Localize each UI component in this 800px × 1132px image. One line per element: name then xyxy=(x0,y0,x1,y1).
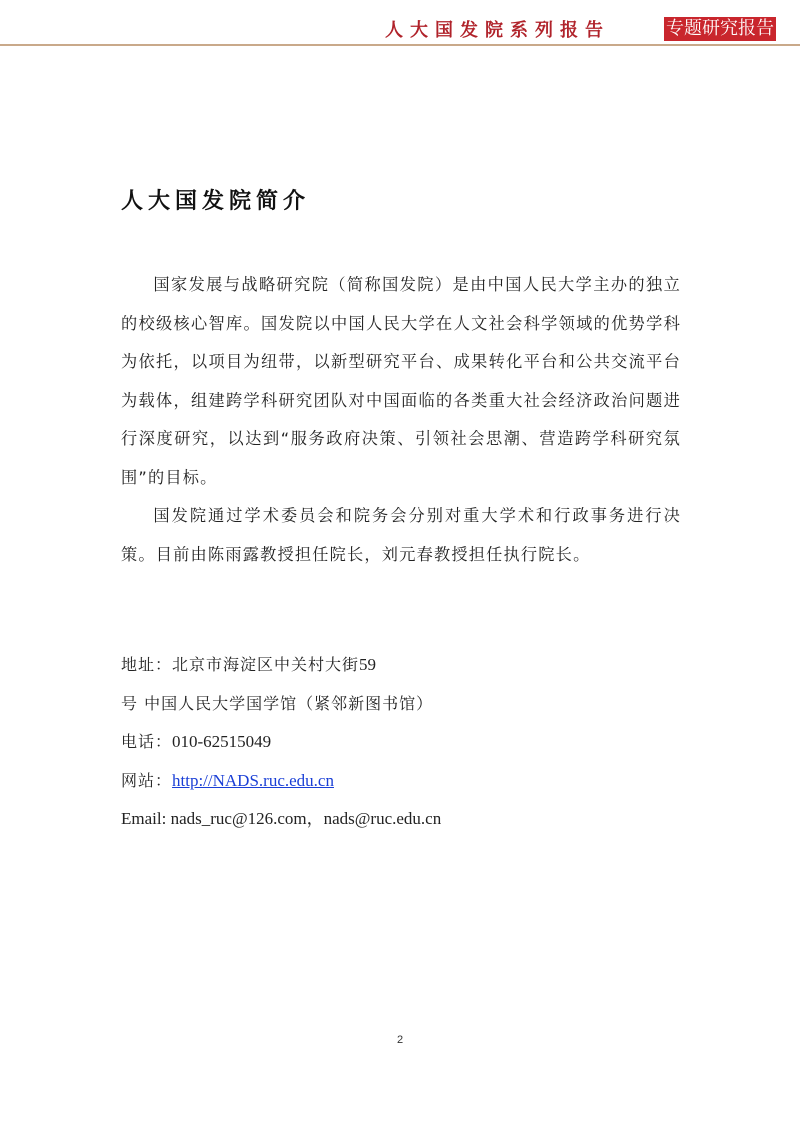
email-line: Email: nads_ruc@126.com，nads@ruc.edu.cn xyxy=(121,809,442,828)
address-line xyxy=(121,646,686,723)
page-header xyxy=(0,0,800,46)
report-type-badge: 专题研究报告 xyxy=(666,18,774,39)
address-number: 59 xyxy=(359,655,377,674)
header-divider xyxy=(0,44,800,46)
section-title: 人大国发院简介 xyxy=(121,189,311,214)
intro-body xyxy=(121,266,681,574)
phone-value: 010-62515049 xyxy=(172,732,272,751)
intro-paragraph-2: 国发院通过学术委员会和院务会分别对重大学术和行政事务进行决策。目前由陈雨露教授担任院长，刘元春教授担任执行院长。 xyxy=(121,506,681,564)
intro-paragraph-1: 国家发展与战略研究院（简称国发院）是由中国人民大学主办的独立的校级核心智库。国发院以中国人民大学在人文社会科学领域的优势学科为依托，以项目为纽带，以新型研究平台、成果转化平台和公共交流平台为载体，组建跨学科研究团队对中国面临的各类重大社会经济政治问题进行深度研究，以达到“服务政府决策、引领社会思潮、营造跨学科研究氛围”的目标。 xyxy=(121,275,681,487)
address-value-part-2: 号 中国人民大学国学馆（紧邻新图书馆） xyxy=(121,693,434,713)
website-label: 网站： xyxy=(121,770,173,790)
phone-line xyxy=(121,723,686,762)
page-number: 2 xyxy=(396,1034,404,1046)
address-value-part-1: 北京市海淀区中关村大街 xyxy=(172,655,360,674)
website-link[interactable]: http://NADS.ruc.edu.cn xyxy=(172,770,334,790)
contact-info xyxy=(121,646,686,839)
website-line xyxy=(121,762,686,801)
report-series-title: 人大国发院系列报告 xyxy=(385,20,610,41)
address-label: 地址： xyxy=(121,655,173,674)
phone-label: 电话： xyxy=(121,732,173,751)
